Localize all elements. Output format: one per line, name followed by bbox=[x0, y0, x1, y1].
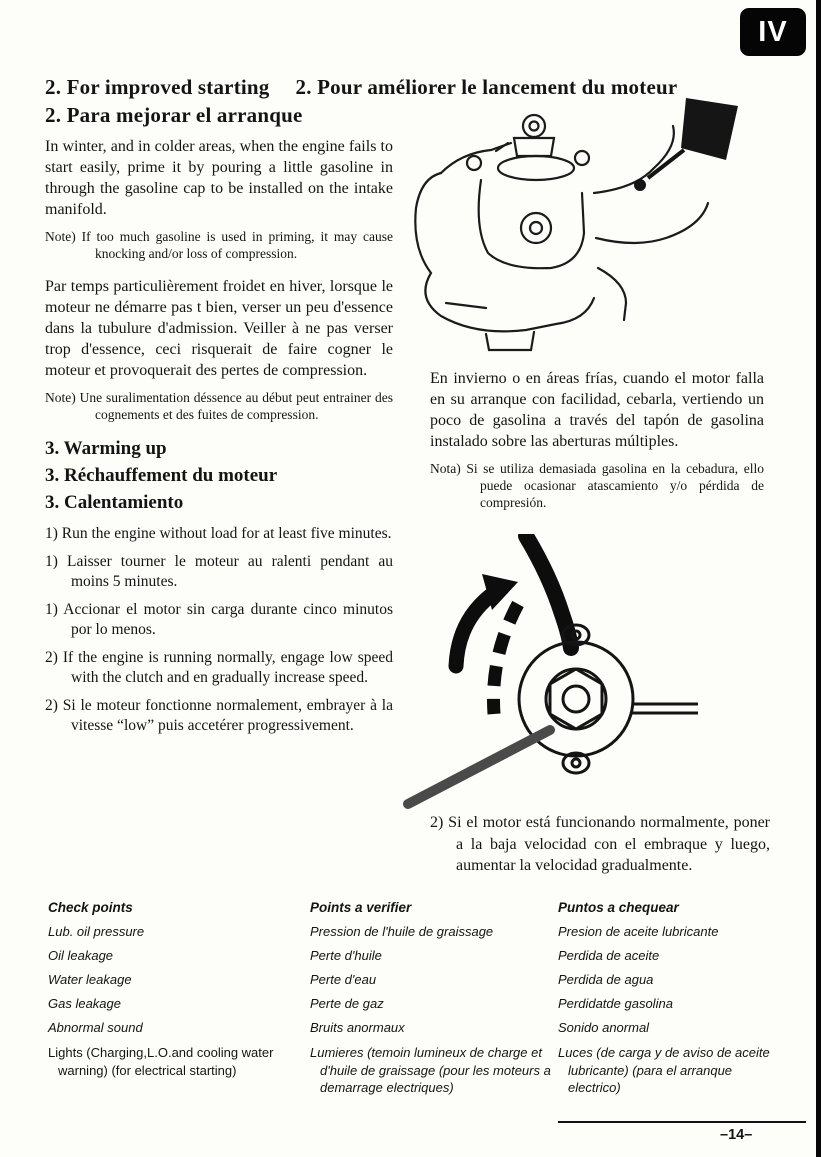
warmup-step-2-es: 2) Si el motor está funcionando normalmente, poner a la baja velocidad con el embraque y luego, aumentar la velocidad gradualmente. bbox=[430, 814, 770, 874]
priming-paragraph-es: En invierno o en áreas frías, cuando el motor falla en su arranque con facilidad, cebarla, vertiendo un poco de gasolina a través del tapón de gasolina instalado sobre las aberturas múltiples. bbox=[430, 370, 764, 450]
oil-can-icon bbox=[634, 98, 738, 191]
check-item: Lumieres (temoin lumineux de charge et d'huile de graissage (pour les moteurs a demarrage electriques) bbox=[310, 1045, 551, 1095]
clutch-lever-illustration bbox=[398, 534, 698, 810]
check-column-header-fr: Points a verifier bbox=[310, 900, 412, 915]
check-item: Water leakage bbox=[48, 972, 132, 987]
check-item: Perdida de aceite bbox=[558, 948, 660, 963]
check-item: Pression de l'huile de graissage bbox=[310, 924, 494, 939]
check-column-fr bbox=[310, 900, 558, 1104]
footer-rule bbox=[558, 1121, 806, 1123]
check-item: Luces (de carga y de aviso de aceite lubricante) (para el arranque electrico) bbox=[558, 1045, 770, 1095]
section2-heading-fr: 2. Pour améliorer le lancement du moteur bbox=[295, 75, 678, 99]
warmup-step-1-en: 1) Run the engine without load for at least five minutes. bbox=[45, 525, 392, 542]
check-item: Perte de gaz bbox=[310, 996, 384, 1011]
check-item: Bruits anormaux bbox=[310, 1020, 405, 1035]
check-item: Sonido anormal bbox=[558, 1020, 650, 1035]
section3-heading-fr: 3. Réchauffement du moteur bbox=[45, 465, 278, 486]
check-column-en bbox=[48, 900, 310, 1104]
warmup-step-1-fr: 1) Laisser tourner le moteur au ralenti pendant au moins 5 minutes. bbox=[45, 553, 393, 590]
page-edge-bar bbox=[816, 0, 821, 1157]
check-column-header-en: Check points bbox=[48, 900, 133, 915]
check-item: Abnormal sound bbox=[48, 1020, 143, 1035]
section-tab-label: IV bbox=[758, 15, 788, 48]
priming-note-en: Note) If too much gasoline is used in priming, it may cause knocking and/or loss of compression. bbox=[45, 229, 393, 261]
priming-paragraph-fr: Par temps particulièrement froidet en hiver, lorsque le moteur ne démarre pas t bien, verser un peu d'essence dans la tubulure d'admission. Veiller à ne pas verser trop d'essence, ceci risquerait de faire cogner le moteur et provoquerait des pertes de compression. bbox=[45, 278, 393, 379]
left-column bbox=[45, 136, 393, 736]
section3-headings bbox=[45, 435, 393, 516]
section3-heading-en: 3. Warming up bbox=[45, 438, 167, 459]
section-tab bbox=[740, 8, 806, 56]
priming-paragraph-en: In winter, and in colder areas, when the engine fails to start easily, prime it by pouring a little gasoline in through the gasoline cap to be installed on the intake manifold. bbox=[45, 138, 393, 218]
right-column bbox=[430, 368, 764, 511]
warmup-step-2-fr: 2) Si le moteur fonctionne normalement, embrayer à la vitesse “low” puis accetérer progressivement. bbox=[45, 697, 393, 734]
section3-heading-es: 3. Calentamiento bbox=[45, 492, 184, 513]
warmup-step-2-en: 2) If the engine is running normally, engage low speed with the clutch and en gradually increase speed. bbox=[45, 649, 393, 686]
warmup-step-1-es: 1) Accionar el motor sin carga durante cinco minutos por lo menos. bbox=[45, 601, 393, 638]
page-number: –14– bbox=[720, 1127, 753, 1143]
check-item: Perte d'eau bbox=[310, 972, 377, 987]
priming-note-fr: Note) Une suralimentation déssence au début peut entrainer des cognements et des fuites de compression. bbox=[45, 390, 393, 422]
check-item: Oil leakage bbox=[48, 948, 114, 963]
check-item: Perdida de agua bbox=[558, 972, 654, 987]
engine-priming-illustration bbox=[386, 98, 770, 362]
check-item: Perte d'huile bbox=[310, 948, 382, 963]
check-item: Lights (Charging,L.O.and cooling water warning) (for electrical starting) bbox=[48, 1045, 274, 1078]
check-item: Gas leakage bbox=[48, 996, 121, 1011]
check-item: Perdidatde gasolina bbox=[558, 996, 673, 1011]
check-column-header-es: Puntos a chequear bbox=[558, 900, 679, 915]
section2-heading-es: 2. Para mejorar el arranque bbox=[45, 102, 303, 127]
check-item: Lub. oil pressure bbox=[48, 924, 145, 939]
check-column-es bbox=[558, 900, 780, 1104]
check-item: Presion de aceite lubricante bbox=[558, 924, 719, 939]
check-points-table bbox=[48, 900, 780, 1104]
section2-heading-en: 2. For improved starting bbox=[45, 75, 270, 99]
priming-note-es: Nota) Si se utiliza demasiada gasolina en la cebadura, ello puede ocasionar atascamiento y/o pérdida de compresión. bbox=[430, 461, 764, 510]
